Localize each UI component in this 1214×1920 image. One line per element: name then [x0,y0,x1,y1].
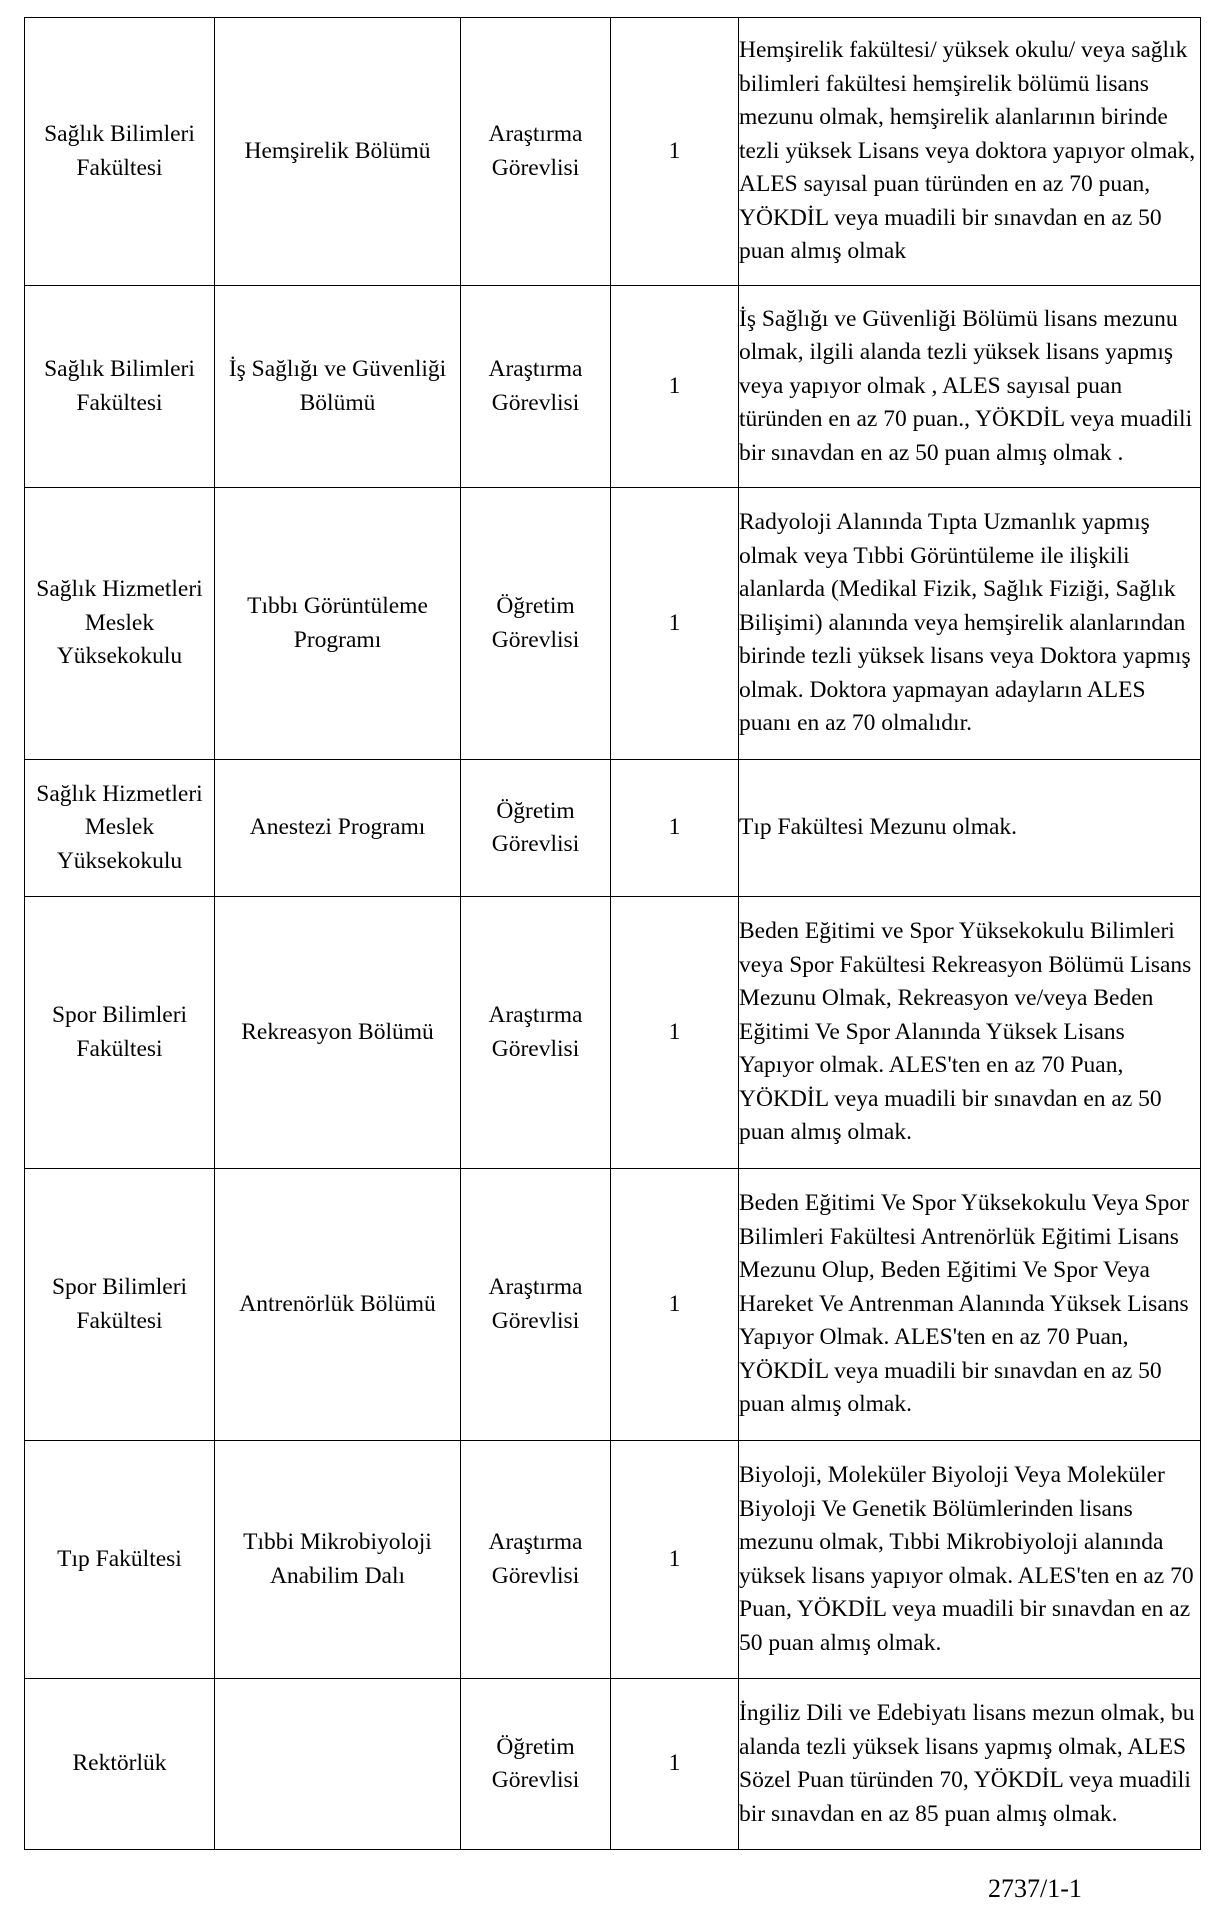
unit-cell: Sağlık Hizmetleri Meslek Yüksekokulu [25,760,215,897]
requirements-cell: Biyoloji, Moleküler Biyoloji Veya Moleküler Biyoloji Ve Genetik Bölümlerinden lisans mezunu olmak, Tıbbi Mikrobiyoloji alanında yüksek lisans yapıyor olmak. ALES'ten en az 70 Puan, YÖKDİL veya muadili bir sınavdan en az 50 puan almış olmak. [739,1441,1201,1679]
table-row [25,897,1201,1169]
title-cell: Öğretim Görevlisi [461,488,611,760]
title-cell: Araştırma Görevlisi [461,1169,611,1441]
count-cell: 1 [611,1441,739,1679]
title-cell: Araştırma Görevlisi [461,286,611,488]
unit-cell: Sağlık Bilimleri Fakültesi [25,18,215,286]
table-row [25,760,1201,897]
title-cell: Öğretim Görevlisi [461,1679,611,1850]
requirements-cell: Beden Eğitimi Ve Spor Yüksekokulu Veya Spor Bilimleri Fakültesi Antrenörlük Eğitimi Lisans Mezunu Olup, Beden Eğitimi Ve Spor Veya Hareket Ve Antrenman Alanında Yüksek Lisans Yapıyor Olmak. ALES'ten en az 70 Puan, YÖKDİL veya muadili bir sınavdan en az 50 puan almış olmak. [739,1169,1201,1441]
table-row [25,1169,1201,1441]
positions-table [24,17,1201,1850]
count-cell: 1 [611,897,739,1169]
department-cell: İş Sağlığı ve Güvenliği Bölümü [215,286,461,488]
department-cell: Hemşirelik Bölümü [215,18,461,286]
table-row [25,1441,1201,1679]
table-row [25,1679,1201,1850]
title-cell: Araştırma Görevlisi [461,1441,611,1679]
department-cell: Tıbbi Mikrobiyoloji Anabilim Dalı [215,1441,461,1679]
count-cell: 1 [611,18,739,286]
department-cell [215,1679,461,1850]
unit-cell: Tıp Fakültesi [25,1441,215,1679]
table-row [25,286,1201,488]
department-cell: Tıbbı Görüntüleme Programı [215,488,461,760]
requirements-cell: İş Sağlığı ve Güvenliği Bölümü lisans mezunu olmak, ilgili alanda tezli yüksek lisans yapmış veya yapıyor olmak , ALES sayısal puan türünden en az 70 puan., YÖKDİL veya muadili bir sınavdan en az 50 puan almış olmak . [739,286,1201,488]
count-cell: 1 [611,286,739,488]
table-row [25,488,1201,760]
requirements-cell: Beden Eğitimi ve Spor Yüksekokulu Bilimleri veya Spor Fakültesi Rekreasyon Bölümü Lisans Mezunu Olmak, Rekreasyon ve/veya Beden Eğitimi Ve Spor Alanında Yüksek Lisans Yapıyor olmak. ALES'ten en az 70 Puan, YÖKDİL veya muadili bir sınavdan en az 50 puan almış olmak. [739,897,1201,1169]
count-cell: 1 [611,488,739,760]
department-cell: Anestezi Programı [215,760,461,897]
requirements-cell: İngiliz Dili ve Edebiyatı lisans mezun olmak, bu alanda tezli yüksek lisans yapmış olmak, ALES Sözel Puan türünden 70, YÖKDİL veya muadili bir sınavdan en az 85 puan almış olmak. [739,1679,1201,1850]
department-cell: Rekreasyon Bölümü [215,897,461,1169]
title-cell: Öğretim Görevlisi [461,760,611,897]
requirements-cell: Hemşirelik fakültesi/ yüksek okulu/ veya sağlık bilimleri fakültesi hemşirelik bölümü lisans mezunu olmak, hemşirelik alanlarının birinde tezli yüksek Lisans veya doktora yapıyor olmak, ALES sayısal puan türünden en az 70 puan, YÖKDİL veya muadili bir sınavdan en az 50 puan almış olmak [739,18,1201,286]
department-cell: Antrenörlük Bölümü [215,1169,461,1441]
requirements-cell: Tıp Fakültesi Mezunu olmak. [739,760,1201,897]
unit-cell: Rektörlük [25,1679,215,1850]
count-cell: 1 [611,760,739,897]
title-cell: Araştırma Görevlisi [461,897,611,1169]
unit-cell: Sağlık Bilimleri Fakültesi [25,286,215,488]
unit-cell: Sağlık Hizmetleri Meslek Yüksekokulu [25,488,215,760]
page-code: 2737/1-1 [988,1874,1082,1903]
table-row [25,18,1201,286]
count-cell: 1 [611,1169,739,1441]
unit-cell: Spor Bilimleri Fakültesi [25,1169,215,1441]
count-cell: 1 [611,1679,739,1850]
requirements-cell: Radyoloji Alanında Tıpta Uzmanlık yapmış olmak veya Tıbbi Görüntüleme ile ilişkili alanlarda (Medikal Fizik, Sağlık Fiziği, Sağlık Bilişimi) alanında veya hemşirelik alanlarından birinde tezli yüksek lisans veya Doktora yapmış olmak. Doktora yapmayan adayların ALES puanı en az 70 olmalıdır. [739,488,1201,760]
unit-cell: Spor Bilimleri Fakültesi [25,897,215,1169]
title-cell: Araştırma Görevlisi [461,18,611,286]
